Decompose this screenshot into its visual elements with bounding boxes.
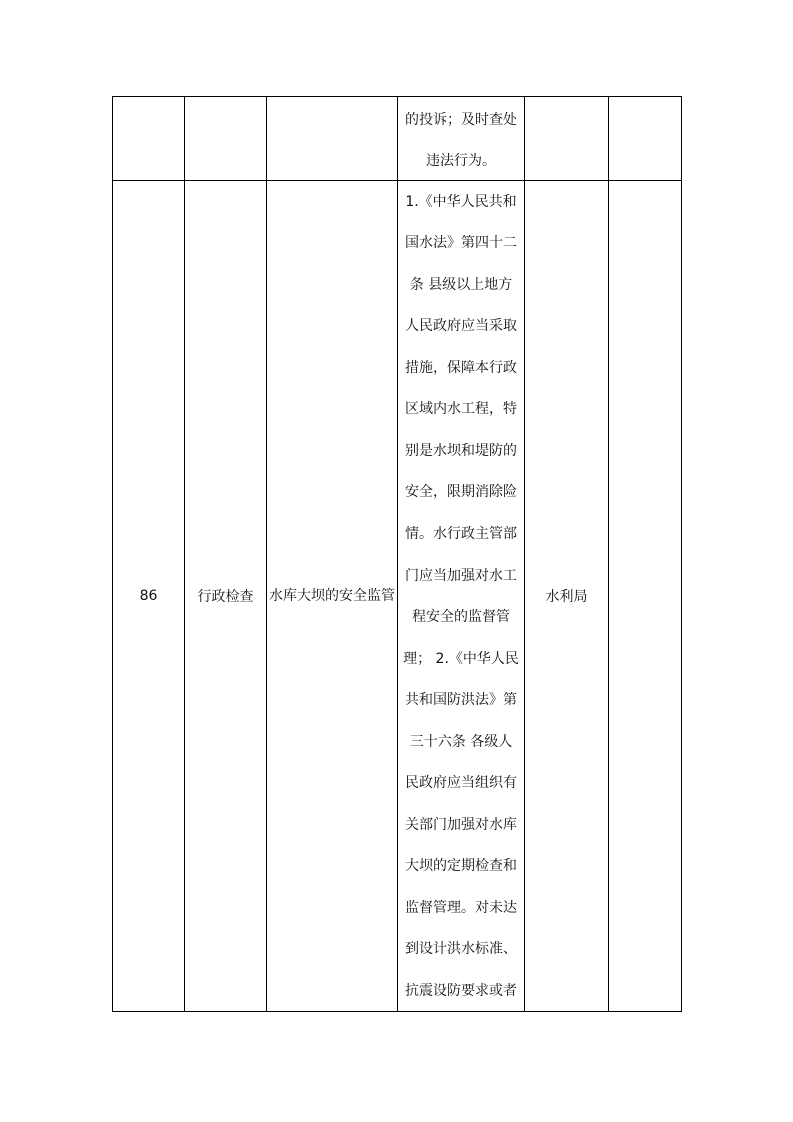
basis-line: 情。水行政主管部 — [405, 526, 517, 542]
basis-line: 区域内水工程，特 — [405, 401, 517, 417]
basis-line: 抗震设防要求或者 — [405, 983, 517, 999]
basis-line: 大坝的定期检查和 — [405, 858, 517, 874]
cell-category — [185, 97, 267, 181]
cell-remarks — [609, 97, 682, 181]
basis-line: 理； 2.《中华人民 — [403, 651, 519, 667]
regulation-table — [112, 96, 682, 1012]
cell-legal-basis — [398, 181, 525, 1012]
basis-line: 到设计洪水标准、 — [405, 941, 517, 957]
basis-line: 三十六条 各级人 — [409, 734, 513, 750]
basis-line: 措施，保障本行政 — [405, 360, 517, 376]
basis-line: 1.《中华人民共和 — [405, 194, 517, 210]
cell-item — [267, 97, 398, 181]
basis-line: 门应当加强对水工 — [405, 568, 517, 584]
cell-number: 86 — [113, 181, 185, 1012]
basis-line: 违法行为。 — [426, 153, 496, 169]
basis-line: 别是水坝和堤防的 — [405, 443, 517, 459]
basis-line: 人民政府应当采取 — [405, 318, 517, 334]
basis-line: 国水法》第四十二 — [405, 235, 517, 251]
table-row — [113, 97, 682, 181]
basis-line: 关部门加强对水库 — [405, 817, 517, 833]
basis-line: 民政府应当组织有 — [405, 775, 517, 791]
cell-department: 水利局 — [525, 181, 609, 1012]
table-row — [113, 181, 682, 1012]
basis-line: 安全，限期消除险 — [405, 484, 517, 500]
cell-category: 行政检查 — [185, 181, 267, 1012]
cell-number — [113, 97, 185, 181]
basis-line: 监督管理。对未达 — [405, 900, 517, 916]
basis-line: 共和国防洪法》第 — [405, 692, 517, 708]
basis-line: 的投诉；及时查处 — [405, 112, 517, 128]
cell-department — [525, 97, 609, 181]
basis-line: 条 县级以上地方 — [409, 277, 513, 293]
cell-remarks — [609, 181, 682, 1012]
cell-item: 水库大坝的安全监管 — [267, 181, 398, 1012]
cell-legal-basis — [398, 97, 525, 181]
basis-line: 程安全的监督管 — [412, 609, 510, 625]
